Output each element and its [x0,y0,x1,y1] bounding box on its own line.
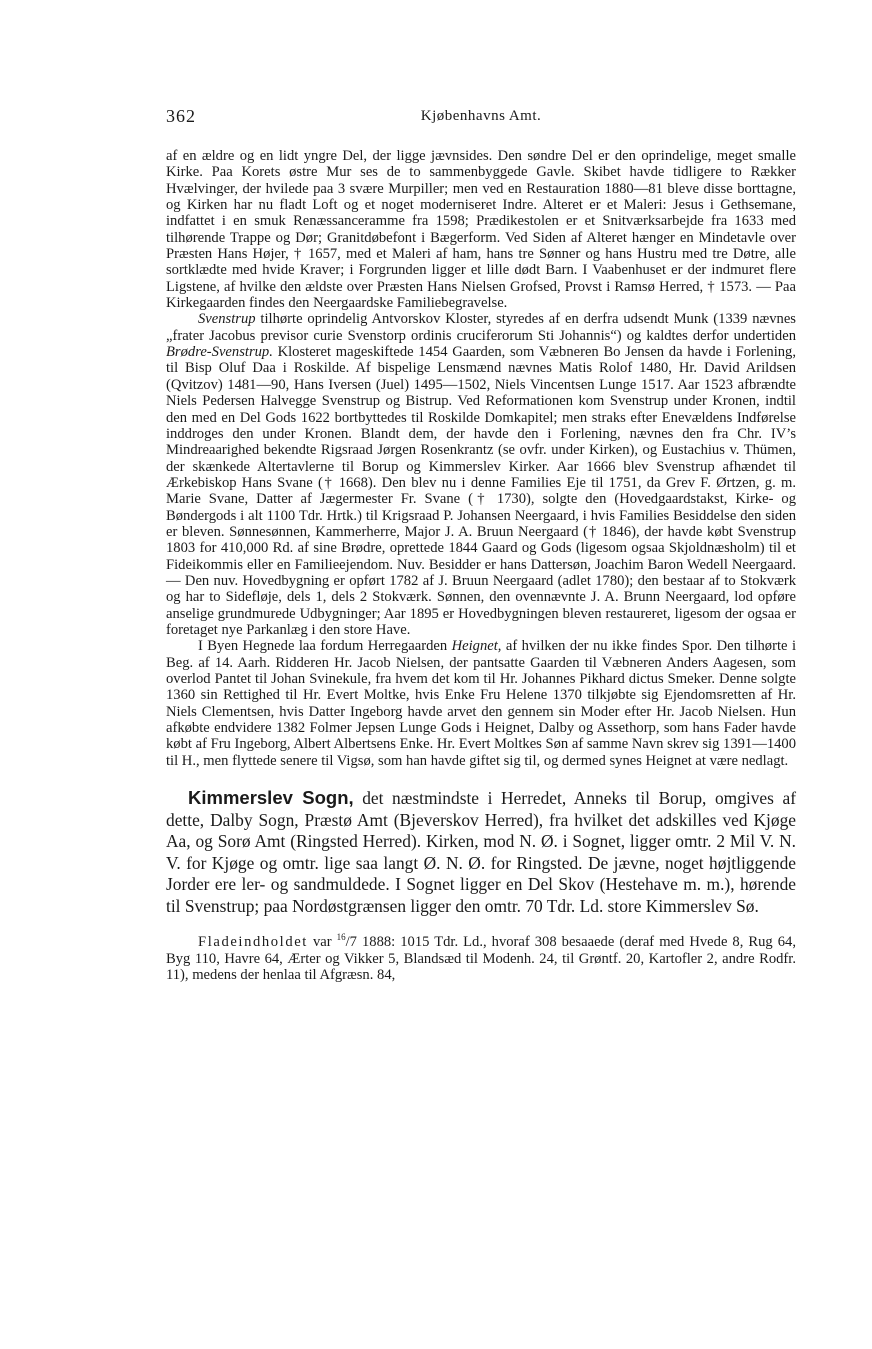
fladeindholdet-lead: Fladeindholdet [198,934,308,951]
paragraph-text: af en ældre og en lidt yngre Del, der ligge jævnsides. Den søndre Del er den oprindelige, meget smalle Kirke. Paa Korets østre Mur ses de to sammenbyggede Gavle. Skibet havde tidligere to Rækker Hvælvinger, der hvilede paa 3 svære Murpiller; men ved en Restauration 1880—81 bleve disse borttagne, og Kirken har nu fladt Loft og et noget moderniseret Indre. Alteret er et Maleri: Jesus i Gethsemane, indfattet i en smuk Renæssanceramme fra 1598; Prædikestolen er et Snitværksarbejde fra 1633 med tilhørende Trappe og Dør; Granitdøbefont i Bægerform. Ved Siden af Alteret hænger en Mindetavle over Præsten Hans Højer, † 1657, med et Maleri af ham, hans tre Sønner og hans Hustru med tre Døtre, alle sortklædte med hvide Kraver; i Forgrunden ligger et lille dødt Barn. I Vaabenhuset er der indmuret flere Ligstene, af hvilke den ældste over Præsten Hans Nielsen Grofsed, Provst i Ramsø Herred, † 1573. — Paa Kirkegaarden findes den Neergaardske Familiebegravelse. [166,148,796,312]
paragraph-text: I Byen Hegnede laa fordum Herregaarden [198,638,452,655]
running-head: Kjøbenhavns Amt. [420,108,542,124]
svenstrup-lead: Svenstrup [198,311,256,328]
section-kimmerslev-sogn [166,787,796,917]
paragraph-text: af hvilken der nu ikke findes Spor. Den tilhørte i Beg. af 14. Aarh. Ridderen Hr. Jacob Nielsen, der pantsatte Gaarden til Væbneren Anders Aagesen, som overlod Pantet til Johan Svinekule, fra hvem det kom til Hr. Johannes Pikhard dictus Smeker. Denne solgte 1360 sin Rettighed til Hr. Evert Moltke, hvis Enke Fru Helene 1370 tilkjøbte sig Ejendomsretten af Hr. Niels Clementsen, hvis Datter Ingeborg havde arvet den gennem sin Moder efter Hr. Jacob Nielsen. Hun afkøbte endvidere 1382 Folmer Jepsen Lunge Gods i Heignet, Dalby og Assethorp, som hans Fader havde købt af Fru Ingeborg, Albert Albertsens Enke. Hr. Evert Moltkes Søn af samme Navn skrev sig 1391—1400 til H., men flyttede senere til Vigsø, som han havde giftet sig til, og dermed synes Heignet at være nedlagt. [166,638,797,769]
heignet-italic: Heignet, [451,638,502,655]
paragraph-svenstrup [166,311,796,638]
section-title: Kimmerslev Sogn, [188,787,354,809]
brodre-svenstrup-italic: Brødre-Svenstrup. [166,344,273,361]
document-page [166,106,796,998]
date-superscript: 16 [336,932,346,943]
paragraph-text: tilhørte oprindelig Antvorskov Kloster, styredes af en derfra udsendt Munk (1339 nævnes „frater Jacobus previsor curie Svenstorp ordinis cruciferorum Sti Johannis“) og kaldtes derfor undertiden [166,311,796,344]
body-text [166,148,796,769]
section-text: det næstmindste i Herredet, Anneks til Borup, omgives af dette, Dalby Sogn, Præstø Amt (Bjeverskov Herred), fra hvilket det adskilles ved Kjøge Aa, og Sorø Amt (Ringsted Herred). Kirken, mod N. Ø. i Sognet, ligger omtr. 2 Mil V. N. V. for Kjøge og omtr. lige saa langt Ø. N. Ø. for Ringsted. De jævne, noget højtliggende Jorder ere ler- og sandmuldede. I Sognet ligger en Del Skov (Hestehave m. m.), hørende til Svenstrup; paa Nordøstgrænsen ligger den omtr. 70 Tdr. Ld. store Kimmerslev Sø. [166,788,796,916]
paragraph-fladeindholdet [166,934,796,983]
paragraph-heignet [166,638,796,769]
paragraph-text: /7 1888: 1015 Tdr. Ld., hvoraf 308 besaaede (deraf med Hvede 8, Rug 64, Byg 110, Havre 64, Ærter og Vikker 5, Blandsæd til Modenh. 24, til Grøntf. 20, Kartofler 2, andre Rodfr. 11), medens der henlaa til Afgræsn. 84, [166,934,796,984]
paragraph-text: var [307,934,337,951]
page-number: 362 [166,106,196,126]
page-header [166,106,796,136]
paragraph-church-description [166,148,796,311]
paragraph-text: Klosteret mageskiftede 1454 Gaarden, som Væbneren Bo Jensen da havde i Forlening, til Bisp Oluf Daa i Roskilde. Af bispelige Lensmænd nævnes Matis Rolof 1480, Hr. David Arildsen (Qvitzov) 1481—90, Hans Iversen (Juel) 1495—1502, Niels Vincentsen Lunge 1517. Aar 1523 afbrændte Niels Pedersen Halvegge Svenstrup og Bistrup. Ved Reformationen kom Svenstrup under Kronen, indtil den med en Del Gods 1622 bortbyttedes til Roskilde Domkapitel; men straks efter Enevældens Indførelse inddroges den under Kronen. Blandt dem, der havde den i Forlening, nævnes den fra Chr. IV’s Mindreaarighed bekendte Rigsraad Jørgen Rosenkrantz (se ovfr. under Kirken), og Eustachius v. Thümen, der skænkede Altertavlerne til Borup og Kimmerslev Kirker. Aar 1666 blev Svenstrup afhændet til Ærkebiskop Hans Svane († 1668). Den blev nu i denne Families Eje til 1751, da Grev F. Ørtzen, g. m. Marie Svane, Datter af Jægermester Fr. Svane († 1730), solgte den (Hovedgaardstakst, Kirke- og Bøndergods i alt 1100 Tdr. Hrtk.) til Krigsraad P. Johansen Neergaard, i hvis Families Besiddelse den siden er bleven. Sønnesønnen, Kammerherre, Major J. A. Bruun Neergaard († 1846), der havde købt Svenstrup 1803 for 410,000 Rd. af sine Brødre, oprettede 1844 Gaard og Gods (ligesom ogsaa Skjoldnæsholm) til et Fideikommis eller en Familieejendom. Nuv. Besidder er hans Dattersøn, Joachim Baron Wedell Neergaard. — Den nuv. Hovedbygning er opført 1782 af J. Bruun Neergaard (adlet 1780); den bestaar af to Stokværk og har to Sidefløje, dels 1, dels 2 Stokværk. Sønnen, den ovennævnte J. A. Brunn Neergaard, lod opføre anselige grundmurede Udbygninger; Aar 1895 er Hovedbygningen bleven restaureret, ligesom der ogsaa er foretaget nye Parkanlæg i den store Have. [166,344,796,638]
